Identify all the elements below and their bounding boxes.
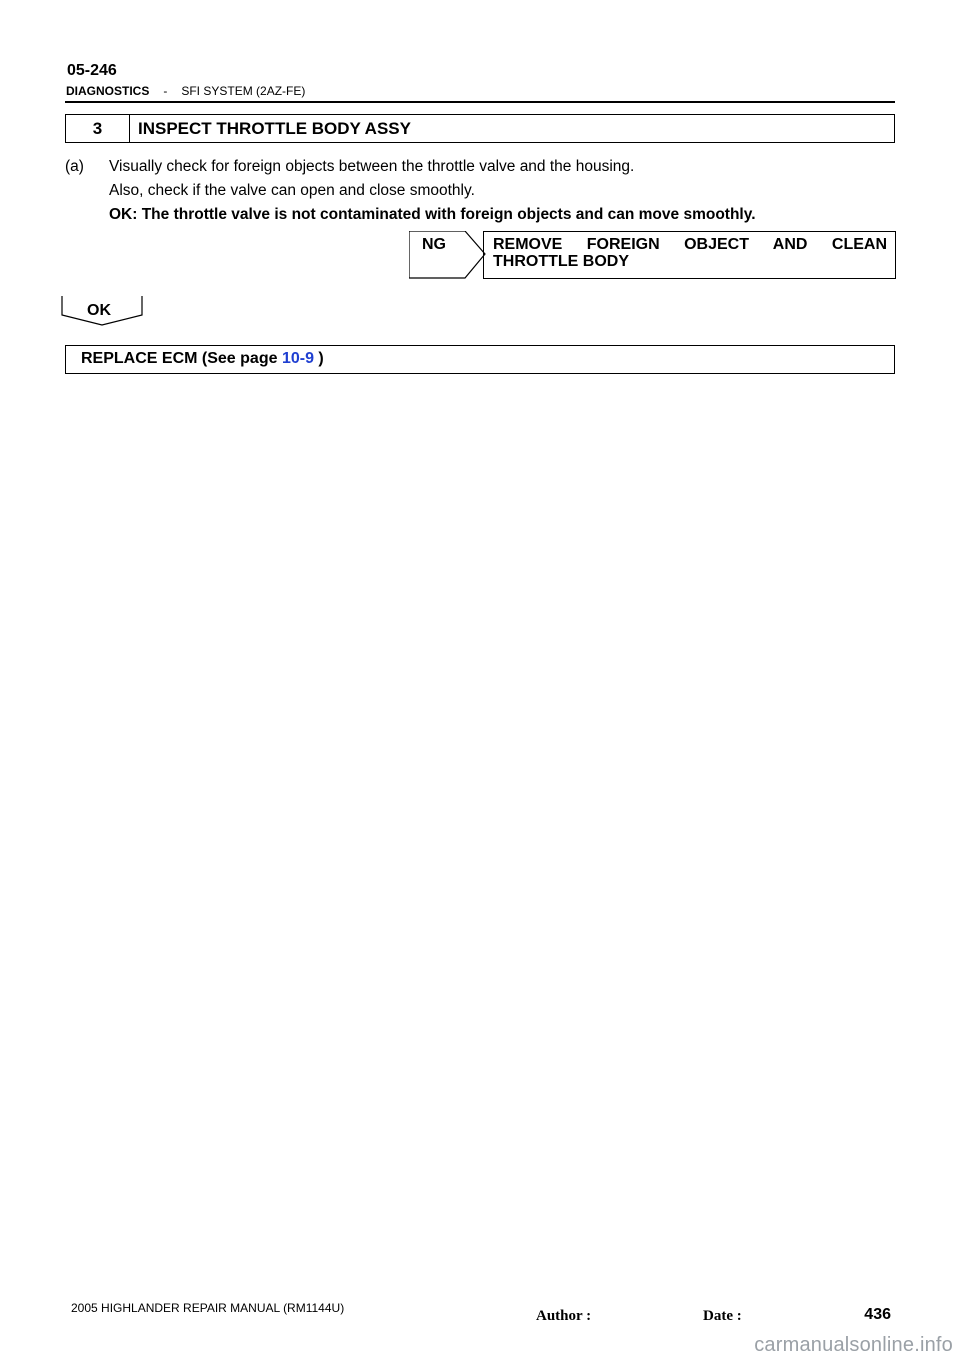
step-number: 3 xyxy=(66,115,130,142)
watermark: carmanualsonline.info xyxy=(754,1334,953,1356)
running-header xyxy=(66,84,305,98)
header-rule xyxy=(65,101,895,103)
page-number: 05-246 xyxy=(67,62,117,79)
header-separator: - xyxy=(163,84,168,98)
footer-manual-title: 2005 HIGHLANDER REPAIR MANUAL (RM1144U) xyxy=(71,1301,345,1315)
ng-action-text xyxy=(493,236,887,270)
result-text xyxy=(81,350,324,368)
date-label: Date : xyxy=(703,1308,742,1324)
page-sequence-number: 436 xyxy=(864,1306,891,1323)
header-subsection: SFI SYSTEM (2AZ-FE) xyxy=(181,84,306,98)
page-reference-link[interactable]: 10-9 xyxy=(281,350,314,367)
result-prefix: REPLACE ECM (See page xyxy=(81,350,282,367)
author-label: Author : xyxy=(536,1308,592,1324)
ng-arrow-icon xyxy=(409,231,487,279)
step-title: INSPECT THROTTLE BODY ASSY xyxy=(138,119,411,138)
ok-criteria: OK: The throttle valve is not contaminated with foreign objects and can move smoothly. xyxy=(109,206,756,223)
header-section: DIAGNOSTICS xyxy=(66,84,150,98)
instruction-letter: (a) xyxy=(65,158,84,175)
ng-action-line-2: THROTTLE BODY xyxy=(493,253,629,270)
result-suffix: ) xyxy=(313,350,324,367)
ng-action-line-1: REMOVE FOREIGN OBJECT AND CLEAN xyxy=(493,236,887,253)
footer-author-row xyxy=(536,1306,896,1330)
instruction-line-1: Visually check for foreign objects between the throttle valve and the housing. xyxy=(109,158,635,175)
ok-label: OK xyxy=(87,302,111,319)
step-box xyxy=(65,114,895,143)
instruction-line-2: Also, check if the valve can open and close smoothly. xyxy=(109,182,475,199)
ng-label: NG xyxy=(422,236,446,253)
